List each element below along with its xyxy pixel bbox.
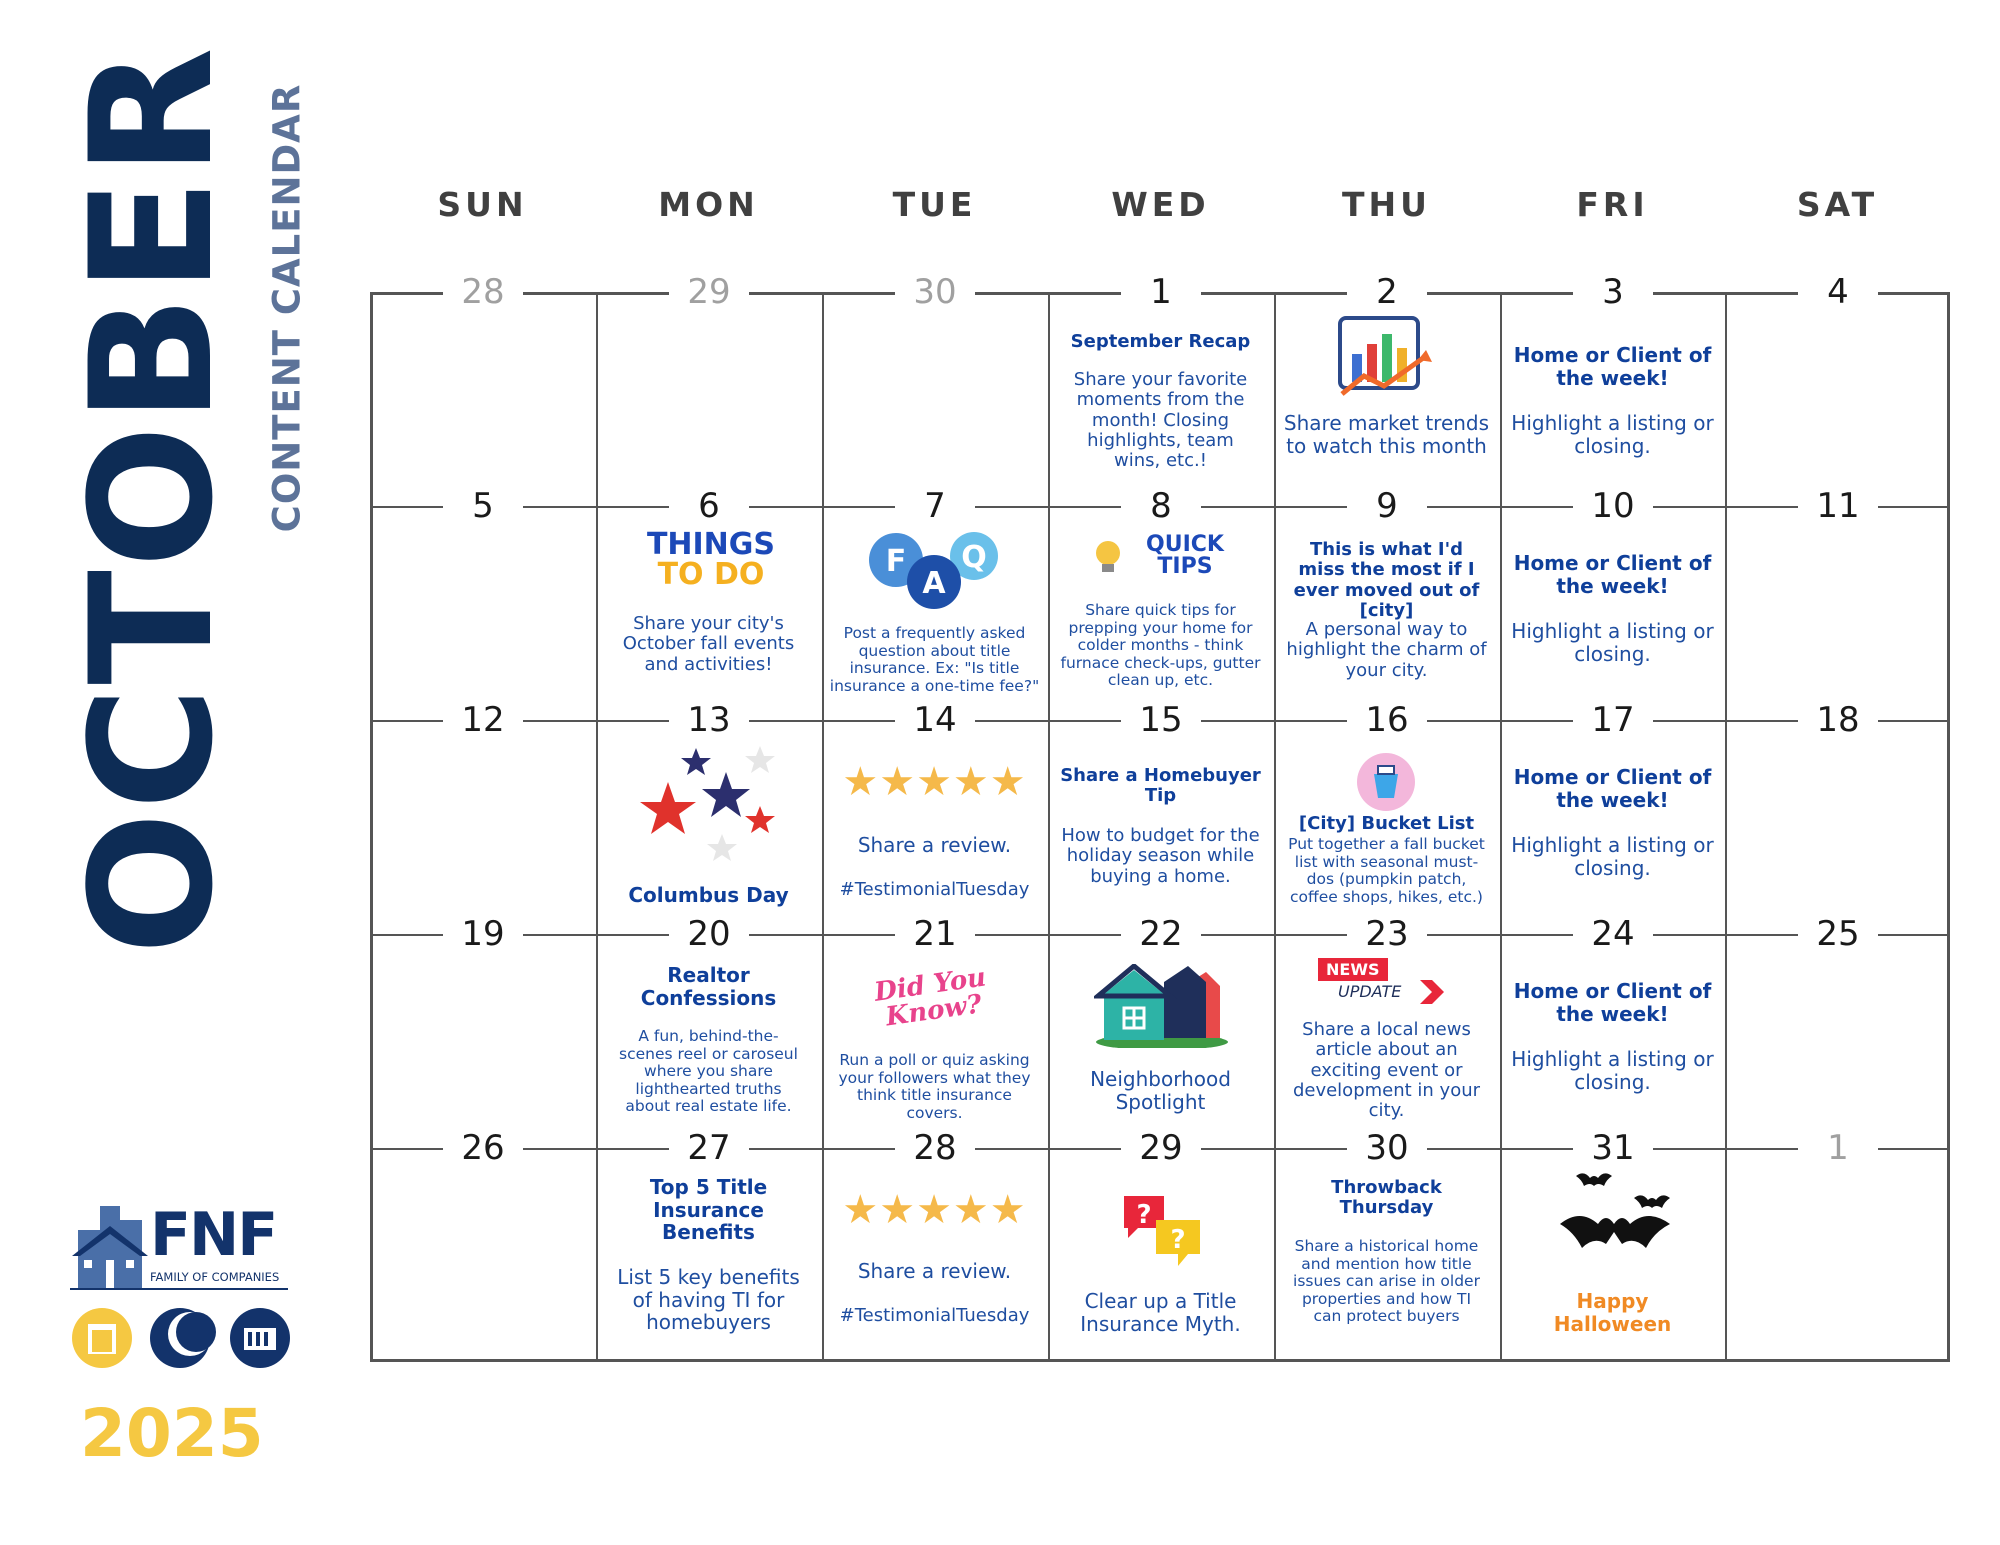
day-number: 7 (895, 484, 975, 528)
cell-hashtag: #TestimonialTuesday (839, 1305, 1030, 1326)
things-to-do-graphic: THINGS TO DO (646, 527, 776, 592)
cell-title: Happy Halloween (1553, 1289, 1672, 1336)
cell-review-2 (822, 1150, 1047, 1362)
day-number: 2 (1347, 270, 1427, 314)
cell-hashtag: #TestimonialTuesday (839, 879, 1030, 900)
day-number: 15 (1121, 698, 1201, 742)
bucket-icon (1354, 752, 1418, 812)
lightbulb-icon (1088, 536, 1128, 580)
cell-body: Share a review. (857, 1259, 1012, 1283)
bats-icon (1550, 1168, 1680, 1268)
cell-review-1 (822, 722, 1047, 934)
cell-body: Share your city's October fall events and activities! (622, 613, 795, 675)
cell-miss-city (1274, 508, 1499, 720)
day-number: 6 (669, 484, 749, 528)
cell-body: Highlight a listing or closing. (1511, 833, 1714, 880)
day-number: 30 (1347, 1126, 1427, 1170)
cell-body: Share a review. (857, 833, 1012, 857)
cell-title: Home or Client of the week! (1513, 979, 1712, 1026)
day-number: 19 (443, 912, 523, 956)
cell-bucket-list (1274, 722, 1499, 934)
logo-divider (70, 1288, 288, 1290)
cell-body: Post a frequently asked question about title insurance. Ex: "Is title insurance a one-time fee?" (829, 624, 1040, 695)
bar-chart-icon (1334, 314, 1434, 404)
day-number: 22 (1121, 912, 1201, 956)
houses-icon (1094, 964, 1230, 1048)
day-number: 24 (1573, 912, 1653, 956)
day-number: 29 (1121, 1126, 1201, 1170)
day-number: 17 (1573, 698, 1653, 742)
cell-halloween (1500, 1150, 1725, 1362)
day-number: 26 (443, 1126, 523, 1170)
day-number: 9 (1347, 484, 1427, 528)
cell-throwback (1274, 1150, 1499, 1362)
calendar-subtitle: CONTENT CALENDAR (265, 83, 309, 532)
weekday-sat: SAT (1796, 185, 1879, 224)
cell-title: Top 5 Title Insurance Benefits (649, 1175, 768, 1245)
cell-body: List 5 key benefits of having TI for homebuyers (617, 1265, 800, 1335)
cell-title: This is what I'd miss the most if I ever moved out of [city] (1293, 539, 1480, 621)
svg-text:?: ? (1170, 1225, 1186, 1255)
cell-quick-tips (1048, 508, 1273, 720)
cell-body: How to budget for the holiday season while buying a home. (1061, 825, 1260, 887)
day-number: 27 (669, 1126, 749, 1170)
buildings-logo-icon (70, 1200, 150, 1292)
fnf-wordmark: FNF (150, 1200, 277, 1270)
year-label: 2025 (80, 1395, 264, 1472)
cell-title: Home or Client of the week! (1513, 765, 1712, 812)
cell-home-client-2 (1500, 508, 1725, 720)
day-number: 12 (443, 698, 523, 742)
cell-realtor-confessions (596, 936, 821, 1148)
cell-body: Highlight a listing or closing. (1511, 1047, 1714, 1094)
day-number: 1 (1121, 270, 1201, 314)
cell-body: Highlight a listing or closing. (1511, 619, 1714, 666)
cell-body: Run a poll or quiz asking your followers what they think title insurance covers. (838, 1051, 1031, 1122)
cell-title: Columbus Day (628, 883, 789, 907)
cell-top5-benefits (596, 1150, 821, 1362)
column-divider (1725, 292, 1727, 1362)
update-label: UPDATE (1338, 982, 1402, 1001)
day-number: 8 (1121, 484, 1201, 528)
day-number: 14 (895, 698, 975, 742)
five-star-icon: ★★★★★ (842, 759, 1027, 805)
day-number: 13 (669, 698, 749, 742)
cell-title: Realtor Confessions (640, 963, 777, 1010)
cell-market-trends (1274, 294, 1499, 506)
cell-body: Share a historical home and mention how title issues can arise in older properties and how TI can protect buyers (1293, 1237, 1480, 1325)
weekday-tue: TUE (892, 185, 977, 224)
faq-bubbles-icon (862, 526, 1002, 616)
weekday-thu: THU (1342, 185, 1431, 224)
cell-columbus-day (596, 722, 821, 934)
day-number: 1 (1798, 1126, 1878, 1170)
stars-icon (636, 744, 786, 864)
cell-body: A fun, behind-the-scenes reel or caroseul where you share lighthearted truths about real estate life. (619, 1027, 798, 1115)
cell-body: Neighborhood Spotlight (1090, 1067, 1231, 1114)
weekday-sun: SUN (437, 185, 528, 224)
day-number: 23 (1347, 912, 1427, 956)
quick-tips-graphic: QUICK TIPS (1146, 532, 1224, 579)
question-bubbles-icon (1120, 1192, 1204, 1272)
weekday-mon: MON (658, 185, 759, 224)
weekday-fri: FRI (1576, 185, 1649, 224)
day-number: 18 (1798, 698, 1878, 742)
cell-body: Share market trends to watch this month (1283, 411, 1490, 458)
day-number: 10 (1573, 484, 1653, 528)
day-number: 31 (1573, 1126, 1653, 1170)
svg-text:?: ? (1136, 1200, 1152, 1230)
cell-body: Share quick tips for prepping your home for colder months - think furnace check-ups, gutter clean up, etc. (1060, 601, 1261, 689)
cell-title: [City] Bucket List (1298, 813, 1475, 834)
day-number: 28 (895, 1126, 975, 1170)
cell-title: Home or Client of the week! (1513, 343, 1712, 390)
cell-sep-recap (1048, 294, 1273, 506)
cell-body: Share a local news article about an exciting event or development in your city. (1292, 1019, 1481, 1122)
fnf-subtitle: FAMILY OF COMPANIES (150, 1270, 280, 1284)
fnf-logo (70, 1200, 300, 1375)
day-number: 4 (1798, 270, 1878, 314)
cell-body: A personal way to highlight the charm of your city. (1286, 619, 1487, 681)
cell-body: Clear up a Title Insurance Myth. (1080, 1289, 1241, 1336)
cell-home-client-1 (1500, 294, 1725, 506)
cell-body: Put together a fall bucket list with seasonal must-dos (pumpkin patch, coffee shops, hikes, etc.) (1288, 835, 1485, 906)
company-badges-icon (70, 1306, 300, 1372)
cell-title: September Recap (1070, 331, 1251, 352)
cell-body: Highlight a listing or closing. (1511, 411, 1714, 458)
chevron-right-icon (1418, 978, 1448, 1006)
day-number: 28 (443, 270, 523, 314)
cell-home-client-4 (1500, 936, 1725, 1148)
cell-body: Share your favorite moments from the month! Closing highlights, team wins, etc.! (1073, 369, 1248, 472)
day-number: 29 (669, 270, 749, 314)
day-number: 11 (1798, 484, 1878, 528)
day-number: 21 (895, 912, 975, 956)
news-badge: NEWS (1318, 958, 1388, 981)
cell-home-client-3 (1500, 722, 1725, 934)
day-number: 3 (1573, 270, 1653, 314)
cell-news-update (1274, 936, 1499, 1148)
cell-title-myth (1048, 1150, 1273, 1362)
five-star-icon: ★★★★★ (842, 1187, 1027, 1233)
svg-text:A: A (922, 566, 946, 601)
day-number: 5 (443, 484, 523, 528)
cell-things-to-do (596, 508, 821, 720)
cell-did-you-know (822, 936, 1047, 1148)
cell-title: Throwback Thursday (1331, 1177, 1442, 1219)
cell-faq (822, 508, 1047, 720)
svg-text:Q: Q (961, 540, 987, 575)
day-number: 16 (1347, 698, 1427, 742)
weekday-header (370, 185, 1950, 245)
cell-neighborhood (1048, 936, 1273, 1148)
day-number: 20 (669, 912, 749, 956)
cell-homebuyer-tip (1048, 722, 1273, 934)
day-number: 25 (1798, 912, 1878, 956)
cell-title: Share a Homebuyer Tip (1060, 765, 1261, 807)
svg-text:F: F (885, 544, 907, 579)
day-number: 30 (895, 270, 975, 314)
month-title: OCTOBER (54, 45, 250, 955)
weekday-wed: WED (1111, 185, 1210, 224)
cell-title: Home or Client of the week! (1513, 551, 1712, 598)
did-you-know-graphic: Did You Know? (872, 962, 988, 1033)
